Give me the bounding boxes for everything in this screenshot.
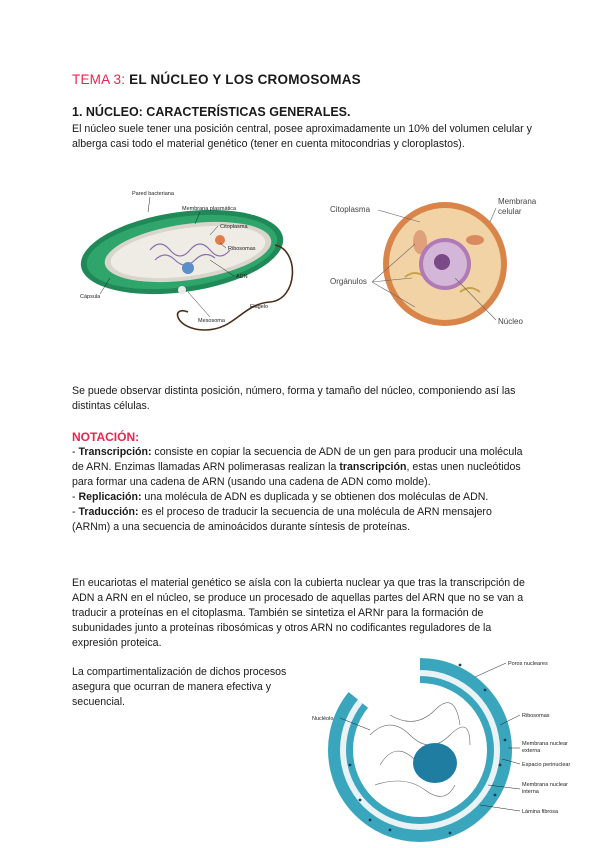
label-membrana-celular-1: Membrana bbox=[498, 197, 537, 206]
label-membrana: Membrana plasmática bbox=[182, 206, 237, 212]
notacion-list bbox=[72, 445, 532, 535]
notacion-heading: NOTACIÓN: bbox=[72, 430, 140, 444]
label-citoplasma-2: Citoplasma bbox=[330, 205, 371, 214]
tema-label: TEMA 3: bbox=[72, 72, 126, 87]
label-pared: Pared bacteriana bbox=[132, 191, 174, 197]
term-inline: transcripción bbox=[339, 461, 407, 473]
label-espacio: Espacio perinuclear bbox=[522, 762, 571, 768]
label-flagelo: Flagelo bbox=[250, 304, 269, 310]
label-nucleolo: Nucléolo bbox=[312, 716, 334, 722]
nucleolus-mass bbox=[413, 743, 457, 783]
page-title bbox=[72, 72, 361, 87]
label-membrana-externa-1: Membrana nuclear bbox=[522, 741, 568, 747]
bacteria-body bbox=[75, 198, 288, 306]
term: Replicación: bbox=[78, 491, 142, 503]
label-poros: Poros nucleares bbox=[508, 661, 548, 667]
list-item-traduccion: - Traducción: es el proceso de traducir la secuencia de una molécula de ARN mensajero (ARNm) a una secuencia de aminoácidos durante síntesis de proteínas. bbox=[72, 506, 492, 533]
label-nucleo: Núcleo bbox=[498, 317, 523, 326]
label-membrana-interna-2: interna bbox=[522, 789, 539, 795]
label-mesosoma: Mesosoma bbox=[198, 318, 225, 324]
section-heading: 1. NÚCLEO: CARACTERÍSTICAS GENERALES. bbox=[72, 105, 351, 119]
label-lamina: Lámina fibrosa bbox=[522, 809, 559, 815]
paragraph-2: Se puede observar distinta posición, número, forma y tamaño del núcleo, componiendo así las distintas células. bbox=[72, 385, 516, 412]
definition: es el proceso de traducir la secuencia de una molécula de ARN mensajero (ARNm) a una secuencia de aminoácidos durante síntesis de proteínas. bbox=[72, 506, 492, 533]
bacteria-figure bbox=[70, 180, 300, 355]
label-membrana-interna-1: Membrana nuclear bbox=[522, 782, 568, 788]
label-membrana-externa-2: externa bbox=[522, 748, 541, 754]
tema-title: EL NÚCLEO Y LOS CROMOSOMAS bbox=[129, 72, 361, 87]
definition-cont: , estas unen nucleótidos para formar una cadena de ARN (usando una cadena de ADN como molde). bbox=[72, 461, 521, 488]
definition: una molécula de ADN es duplicada y se obtienen dos moléculas de ADN. bbox=[141, 491, 489, 503]
term: Traducción: bbox=[78, 506, 139, 518]
nucleolus bbox=[434, 254, 450, 270]
label-capsula: Cápsula bbox=[80, 294, 101, 300]
label-organulos: Orgánulos bbox=[330, 277, 367, 286]
paragraph-4: La compartimentalización de dichos procesos asegura que ocurran de manera efectiva y secuencial. bbox=[72, 666, 287, 708]
term: Transcripción: bbox=[78, 446, 152, 458]
label-adn: ADN bbox=[236, 274, 248, 280]
label-ribosomas-2: Ribosomas bbox=[522, 713, 550, 719]
animal-cell-figure bbox=[330, 182, 560, 342]
paragraph-3: En eucariotas el material genético se aísla con la cubierta nuclear ya que tras la transcripción de ADN a ARN en el núcleo, se produce un procesado de aquellas partes del ARN que no se van a traducir a proteínas en el citoplasma. También se sintetiza el ARNr para la formación de subunidades junto a proteínas ribosómicas y otros ARN no codificantes reguladores de la expresión proteica. bbox=[72, 577, 525, 649]
intro-paragraph: El núcleo suele tener una posición central, posee aproximadamente un 10% del volumen celular y alberga casi todo el material genético (tener en cuenta mitocondrias y cloroplastos). bbox=[72, 123, 532, 150]
list-item-replicacion: - Replicación: una molécula de ADN es duplicada y se obtienen dos moléculas de ADN. bbox=[72, 491, 489, 503]
definition: consiste en copiar la secuencia de ADN de un gen para producir una molécula de ARN. Enzimas llamadas ARN polimerasas realizan la bbox=[72, 446, 523, 473]
list-item-transcripcion: - Transcripción: consiste en copiar la secuencia de ADN de un gen para producir una molécula de ARN. Enzimas llamadas ARN polimerasas realizan la transcripción, estas unen nucleótidos para formar una cadena de ARN (usando una cadena de ADN como molde). bbox=[72, 446, 523, 488]
label-citoplasma: Citoplasma bbox=[220, 224, 248, 230]
label-membrana-celular-2: celular bbox=[498, 207, 522, 216]
nucleus-figure bbox=[310, 645, 580, 845]
label-ribosomas: Ribosomas bbox=[228, 246, 256, 252]
